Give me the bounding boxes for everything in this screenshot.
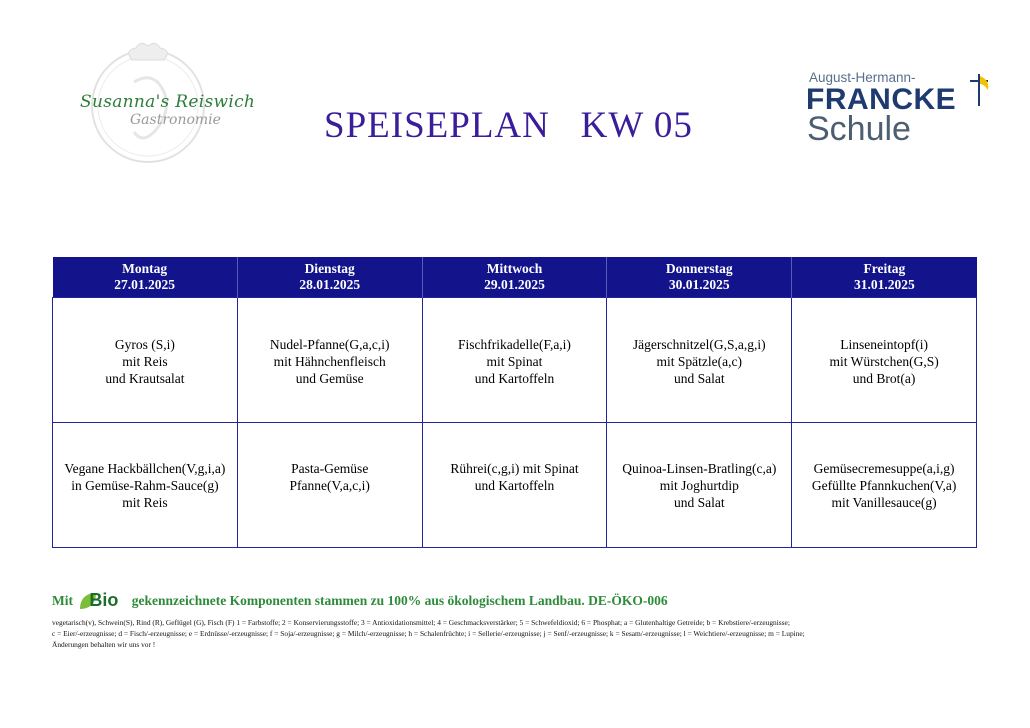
legend-line: c = Eier/-erzeugnisse; d = Fisch/-erzeugnisse; e = Erdnüsse/-erzeugnisse; f = Soja/-erzeugnisse; g = Milch/-erzeugnisse; h = Schalenfrüchte; i = Sellerie/-erzeugnisse; j = Senf/-erzeugnisse; k = Sesam/-erzeugnisse; l = Weichtiere/-erzeugnisse; m = Lupine; bbox=[52, 629, 805, 638]
school-logo-top: August-Hermann- bbox=[809, 70, 916, 85]
caterer-logo bbox=[74, 42, 256, 170]
day-header-tuesday: Dienstag 28.01.2025 bbox=[237, 257, 422, 298]
caterer-sub-name: Gastronomie bbox=[130, 112, 221, 128]
menu-cell: Vegane Hackbällchen(V,g,i,a) in Gemüse-Rahm-Sauce(g) mit Reis bbox=[53, 423, 238, 548]
bio-suffix: gekennzeichnete Komponenten stammen zu 100% aus ökologischem Landbau. DE-ÖKO-006 bbox=[131, 593, 668, 609]
menu-cell: Pasta-Gemüse Pfanne(V,a,c,i) bbox=[237, 423, 422, 548]
allergen-legend bbox=[52, 617, 805, 650]
menu-row-2 bbox=[53, 423, 977, 548]
day-header-monday: Montag 27.01.2025 bbox=[53, 257, 238, 298]
school-logo-bot: Schule bbox=[807, 110, 911, 148]
school-logo-mid: FRANCKE bbox=[806, 83, 957, 116]
caterer-brand-name: Susanna's Reiswich bbox=[80, 92, 256, 112]
day-header-thursday: Donnerstag 30.01.2025 bbox=[607, 257, 792, 298]
legend-line: vegetarisch(v), Schwein(S), Rind (R), Geflügel (G), Fisch (F) 1 = Farbstoffe; 2 = Konservierungsstoffe; 3 = Antioxidationsmittel; 4 = Geschmacksverstärker; 5 = Schwefeldioxid; 6 = Phosphat; a = Glutenhaltige Getreide; b = Krebstiere/-erzeugnisse; bbox=[52, 618, 790, 627]
bio-notice bbox=[52, 590, 668, 611]
weekly-menu-table bbox=[52, 257, 977, 548]
school-logo bbox=[806, 70, 996, 150]
cross-logo-icon bbox=[966, 72, 992, 108]
menu-cell: Rührei(c,g,i) mit Spinat und Kartoffeln bbox=[422, 423, 607, 548]
menu-cell: Jägerschnitzel(G,S,a,g,i) mit Spätzle(a,c) und Salat bbox=[607, 298, 792, 423]
menu-cell: Gyros (S,i) mit Reis und Krautsalat bbox=[53, 298, 238, 423]
menu-cell: Fischfrikadelle(F,a,i) mit Spinat und Kartoffeln bbox=[422, 298, 607, 423]
menu-header-row bbox=[53, 257, 977, 298]
menu-cell: Gemüsecremesuppe(a,i,g) Gefüllte Pfannkuchen(V,a) mit Vanillesauce(g) bbox=[792, 423, 977, 548]
bio-prefix: Mit bbox=[52, 593, 73, 609]
menu-cell: Linseneintopf(i) mit Würstchen(G,S) und Brot(a) bbox=[792, 298, 977, 423]
menu-cell: Nudel-Pfanne(G,a,c,i) mit Hähnchenfleisch und Gemüse bbox=[237, 298, 422, 423]
legend-line: Änderungen behalten wir uns vor ! bbox=[52, 640, 156, 649]
menu-cell: Quinoa-Linsen-Bratling(c,a) mit Joghurtdip und Salat bbox=[607, 423, 792, 548]
page-title: SPEISEPLAN KW 05 bbox=[324, 105, 693, 146]
day-header-friday: Freitag 31.01.2025 bbox=[792, 257, 977, 298]
menu-row-1 bbox=[53, 298, 977, 423]
bio-logo: Bio bbox=[78, 593, 126, 611]
day-header-wednesday: Mittwoch 29.01.2025 bbox=[422, 257, 607, 298]
